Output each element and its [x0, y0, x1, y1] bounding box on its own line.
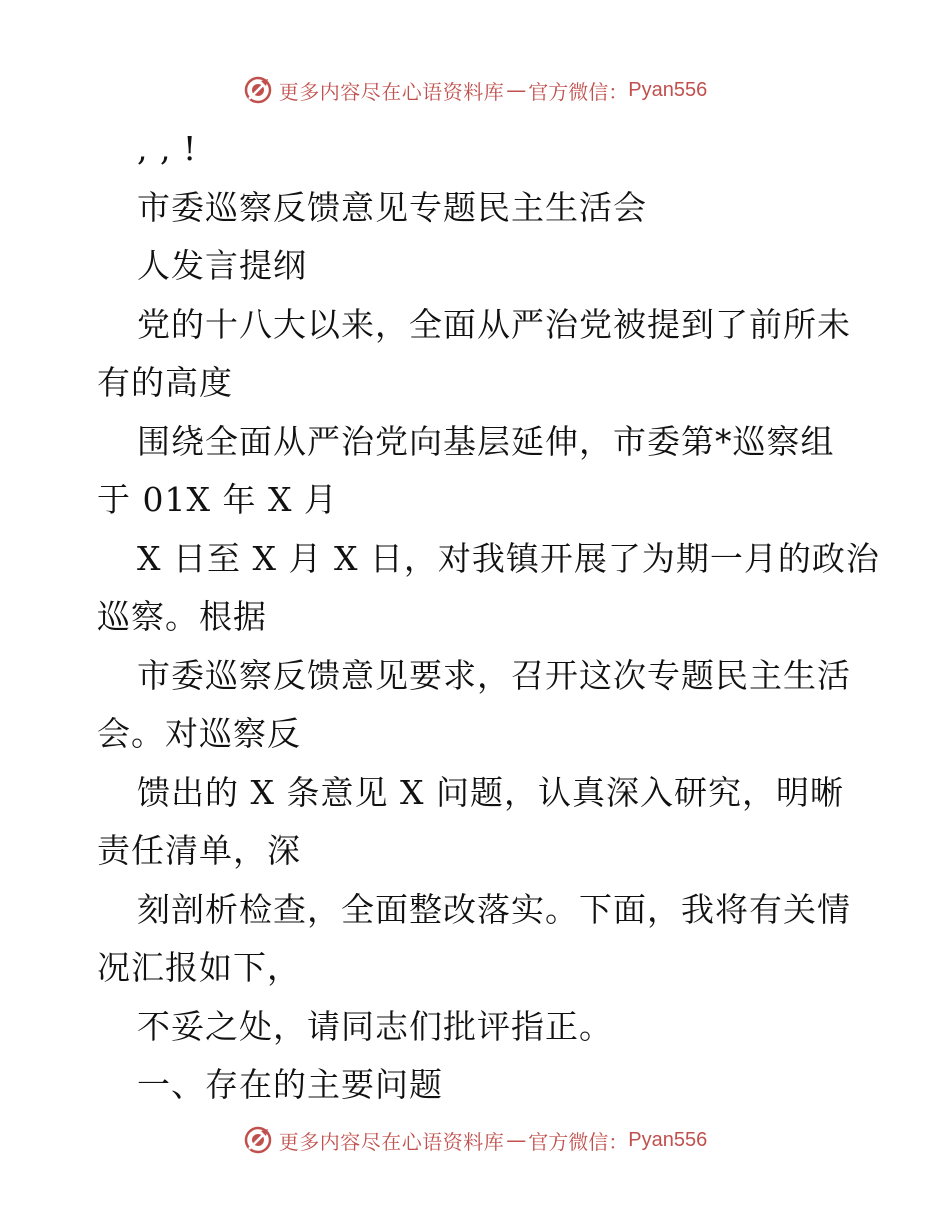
- logo-icon: [243, 1125, 273, 1155]
- footer-watermark: [0, 1120, 950, 1160]
- text-line: X 日至 X 月 X 日，对我镇开展了为期一月的政治: [137, 538, 880, 578]
- text-line: 况汇报如下，: [97, 948, 301, 987]
- text-line: 馈出的 X 条意见 X 问题，认真深入研究，明晰: [137, 772, 844, 812]
- document-title-line-1: 市委巡察反馈意见专题民主生活会: [137, 187, 647, 227]
- watermark-text: 更多内容尽在心语资料库: [278, 79, 505, 104]
- text-line: 有的高度: [97, 363, 233, 402]
- watermark-wechat-label: 官方微信：: [528, 79, 629, 104]
- header-watermark: [0, 70, 950, 110]
- text-line: , , !: [137, 129, 198, 168]
- watermark-wechat-id: Pyan556: [628, 78, 708, 101]
- watermark-dash: —: [506, 1128, 527, 1152]
- logo-icon: [243, 75, 273, 105]
- watermark-text: 更多内容尽在心语资料库: [278, 1129, 505, 1154]
- watermark-wechat-label: 官方微信：: [528, 1129, 629, 1154]
- text-line: 围绕全面从严治党向基层延伸，市委第*巡察组: [137, 421, 835, 461]
- watermark-dash: —: [506, 78, 527, 102]
- document-title-line-2: 人发言提纲: [137, 246, 307, 285]
- document-body: [97, 120, 880, 1115]
- text-line: 责任清单，深: [97, 831, 301, 870]
- text-line: 党的十八大以来，全面从严治党被提到了前所未: [137, 304, 851, 344]
- text-line: 于 01X 年 X 月: [97, 480, 338, 519]
- text-line: 巡察。根据: [97, 597, 267, 636]
- text-line: 会。对巡察反: [97, 714, 301, 753]
- section-heading: 一、存在的主要问题: [137, 1065, 443, 1104]
- text-line: 市委巡察反馈意见要求，召开这次专题民主生活: [137, 655, 851, 695]
- text-line: 刻剖析检查，全面整改落实。下面，我将有关情: [137, 889, 851, 929]
- watermark-wechat-id: Pyan556: [628, 1128, 708, 1151]
- text-line: 不妥之处，请同志们批评指正。: [137, 1006, 613, 1046]
